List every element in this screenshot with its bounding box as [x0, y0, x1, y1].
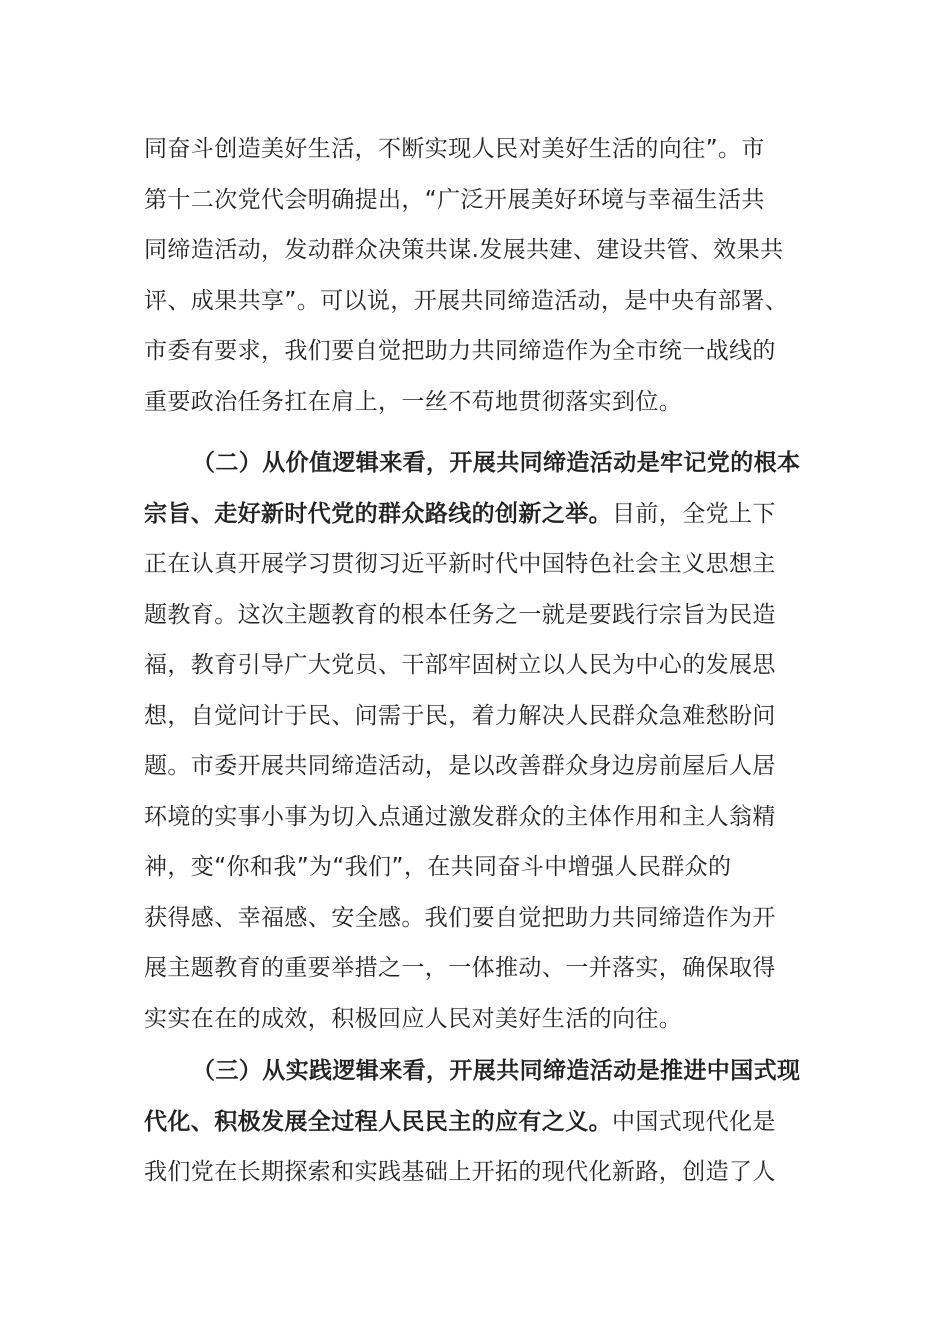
- text-line: 想，自觉问计于民、问需于民，着力解决人民群众急难愁盼问: [144, 702, 776, 729]
- section-heading-3: （三）从实践逻辑来看，开展共同缔造活动是推进中国式现: [192, 1058, 801, 1084]
- text-line: 同奋斗创造美好生活，不断实现人民对美好生活的向往”。市: [144, 136, 765, 162]
- text-line: 我们党在长期探索和实践基础上开拓的现代化新路，创造了人: [144, 1159, 776, 1185]
- text-line: 神，变“你和我”为“我们”，在共同奋斗中增强人民群众的: [144, 854, 732, 880]
- text-line: 市委有要求，我们要自觉把助力共同缔造作为全市统一战线的: [144, 338, 776, 364]
- text-line: [144, 489, 824, 540]
- section-heading-2-continued: 宗旨、走好新时代党的群众路线的创新之举。: [144, 500, 612, 527]
- text-line: 同缔造活动，发动群众决策共谋.发展共建、建设共管、效果共: [144, 237, 784, 263]
- text-line: 重要政治任务扛在肩上，一丝不苟地贯彻落实到位。: [144, 388, 683, 415]
- paragraph-1: [144, 124, 824, 427]
- text-line: 展主题教育的重要举措之一，一体推动、一并落实，确保取得: [144, 955, 776, 981]
- section-heading-3-continued: 代化、积极发展全过程人民民主的应有之义。: [144, 1108, 612, 1135]
- text-line: 题教育。这次主题教育的根本任务之一就是要践行宗旨为民造: [144, 601, 776, 628]
- section-heading-2: （二）从价值逻辑来看，开展共同缔造活动是牢记党的根本: [192, 450, 801, 476]
- text-run: 中国式现代化是: [612, 1108, 776, 1135]
- text-line: [144, 1097, 824, 1148]
- paragraph-3: [144, 1046, 824, 1198]
- text-line: 实实在在的成效，积极回应人民对美好生活的向往。: [144, 1005, 683, 1032]
- text-line: 第十二次党代会明确提出，“广泛开展美好环境与幸福生活共: [144, 186, 765, 213]
- text-line: 正在认真开展学习贯彻习近平新时代中国特色社会主义思想主: [144, 551, 776, 577]
- text-run: 目前，全党上下: [612, 500, 776, 527]
- paragraph-2: [144, 438, 824, 1044]
- text-line: 环境的实事小事为切入点通过激发群众的主体作用和主人翁精: [144, 803, 776, 830]
- text-line: 评、成果共享”。可以说，开展共同缔造活动，是中央有部署、: [144, 287, 789, 314]
- text-line: 福，教育引导广大党员、干部牢固树立以人民为中心的发展思: [144, 652, 776, 678]
- text-line: 题。市委开展共同缔造活动，是以改善群众身边房前屋后人居: [144, 753, 776, 779]
- text-line: 获得感、幸福感、安全感。我们要自觉把助力共同缔造作为开: [144, 904, 776, 931]
